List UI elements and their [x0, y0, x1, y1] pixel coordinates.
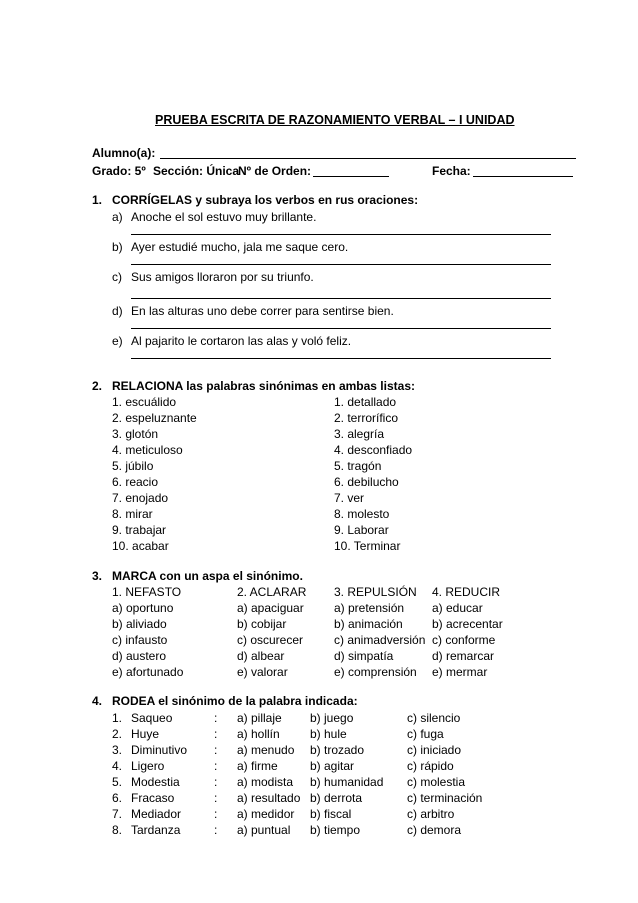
- right-word: 2. terrorífico: [334, 411, 399, 425]
- section1-item-letter: b): [112, 240, 123, 254]
- option[interactable]: c) oscurecer: [237, 633, 304, 647]
- option[interactable]: a) resultado: [237, 791, 301, 805]
- left-word: 10. acabar: [112, 539, 169, 553]
- row-word: Huye: [131, 727, 160, 741]
- option[interactable]: b) derrota: [310, 791, 363, 805]
- colon: :: [214, 743, 218, 757]
- option[interactable]: c) demora: [407, 823, 462, 837]
- option[interactable]: b) aliviado: [112, 617, 167, 631]
- option[interactable]: c) molestia: [407, 775, 466, 789]
- question-word: 3. REPULSIÓN: [334, 585, 417, 599]
- option[interactable]: a) oportuno: [112, 601, 174, 615]
- option[interactable]: e) afortunado: [112, 665, 184, 679]
- left-word: 7. enojado: [112, 491, 169, 505]
- answer-line[interactable]: [131, 298, 551, 299]
- orden-line[interactable]: [313, 176, 389, 177]
- option[interactable]: a) apaciguar: [237, 601, 304, 615]
- left-word: 5. júbilo: [112, 459, 154, 473]
- option[interactable]: a) firme: [237, 759, 278, 773]
- section4-heading: RODEA el sinónimo de la palabra indicada:: [112, 694, 358, 708]
- option[interactable]: b) animación: [334, 617, 403, 631]
- left-word: 3. glotón: [112, 427, 159, 441]
- section1-item-text: Ayer estudié mucho, jala me saque cero.: [131, 240, 349, 254]
- row-word: Ligero: [131, 759, 165, 773]
- page-title: PRUEBA ESCRITA DE RAZONAMIENTO VERBAL – I UNIDAD: [155, 113, 515, 127]
- option[interactable]: c) arbitro: [407, 807, 455, 821]
- right-word: 3. alegría: [334, 427, 385, 441]
- orden-label: Nº de Orden:: [238, 164, 312, 178]
- row-word: Mediador: [131, 807, 182, 821]
- colon: :: [214, 727, 218, 741]
- right-word: 4. desconfiado: [334, 443, 413, 457]
- option[interactable]: b) fiscal: [310, 807, 352, 821]
- colon: :: [214, 775, 218, 789]
- row-number: 1.: [112, 711, 123, 725]
- row-number: 5.: [112, 775, 123, 789]
- option[interactable]: c) conforme: [432, 633, 496, 647]
- section2-heading: RELACIONA las palabras sinónimas en ambas listas:: [112, 379, 415, 393]
- section4-number: 4.: [92, 694, 103, 708]
- option[interactable]: b) humanidad: [310, 775, 384, 789]
- option[interactable]: b) hule: [310, 727, 347, 741]
- section1-item-letter: c): [112, 270, 122, 284]
- option[interactable]: a) pillaje: [237, 711, 282, 725]
- fecha-line[interactable]: [473, 176, 573, 177]
- left-word: 9. trabajar: [112, 523, 167, 537]
- section1-heading: CORRÍGELAS y subraya los verbos en rus oraciones:: [112, 193, 419, 207]
- row-number: 6.: [112, 791, 123, 805]
- section3-number: 3.: [92, 569, 103, 583]
- right-word: 1. detallado: [334, 395, 397, 409]
- row-number: 4.: [112, 759, 123, 773]
- alumno-label: Alumno(a):: [92, 146, 156, 160]
- section1-item-letter: a): [112, 210, 123, 224]
- right-word: 6. debilucho: [334, 475, 399, 489]
- colon: :: [214, 823, 218, 837]
- option[interactable]: c) infausto: [112, 633, 168, 647]
- question-word: 2. ACLARAR: [237, 585, 307, 599]
- answer-line[interactable]: [131, 358, 551, 359]
- question-word: 1. NEFASTO: [112, 585, 182, 599]
- left-word: 8. mirar: [112, 507, 153, 521]
- option[interactable]: b) agitar: [310, 759, 355, 773]
- option[interactable]: d) albear: [237, 649, 285, 663]
- option[interactable]: e) valorar: [237, 665, 288, 679]
- alumno-line[interactable]: [160, 158, 576, 159]
- option[interactable]: c) fuga: [407, 727, 444, 741]
- colon: :: [214, 807, 218, 821]
- option[interactable]: a) pretensión: [334, 601, 405, 615]
- option[interactable]: b) acrecentar: [432, 617, 503, 631]
- left-word: 4. meticuloso: [112, 443, 183, 457]
- seccion-label: Sección: Única: [153, 164, 240, 178]
- section2-number: 2.: [92, 379, 103, 393]
- section3-heading: MARCA con un aspa el sinónimo.: [112, 569, 303, 583]
- right-word: 7. ver: [334, 491, 365, 505]
- option[interactable]: a) menudo: [237, 743, 295, 757]
- option[interactable]: a) medidor: [237, 807, 295, 821]
- right-word: 5. tragón: [334, 459, 382, 473]
- section1-item-text: Anoche el sol estuvo muy brillante.: [131, 210, 317, 224]
- option[interactable]: a) modista: [237, 775, 294, 789]
- row-word: Diminutivo: [131, 743, 188, 757]
- section1-item-letter: d): [112, 304, 123, 318]
- option[interactable]: a) hollín: [237, 727, 280, 741]
- option[interactable]: e) mermar: [432, 665, 488, 679]
- option[interactable]: b) trozado: [310, 743, 365, 757]
- row-number: 7.: [112, 807, 123, 821]
- row-word: Fracaso: [131, 791, 175, 805]
- right-word: 8. molesto: [334, 507, 390, 521]
- row-word: Saqueo: [131, 711, 173, 725]
- colon: :: [214, 759, 218, 773]
- section1-item-text: Sus amigos lloraron por su triunfo.: [131, 270, 314, 284]
- option[interactable]: b) tiempo: [310, 823, 361, 837]
- row-number: 3.: [112, 743, 123, 757]
- answer-line[interactable]: [131, 328, 551, 329]
- section1-item-text: Al pajarito le cortaron las alas y voló feliz.: [131, 334, 352, 348]
- row-word: Modestia: [131, 775, 180, 789]
- option[interactable]: b) cobijar: [237, 617, 287, 631]
- left-word: 1. escuálido: [112, 395, 177, 409]
- right-word: 10. Terminar: [334, 539, 401, 553]
- option[interactable]: a) puntual: [237, 823, 291, 837]
- option[interactable]: c) terminación: [407, 791, 483, 805]
- answer-line[interactable]: [131, 264, 551, 265]
- fecha-label: Fecha:: [432, 164, 471, 178]
- left-word: 2. espeluznante: [112, 411, 197, 425]
- row-word: Tardanza: [131, 823, 181, 837]
- option[interactable]: c) animadversión: [334, 633, 426, 647]
- answer-line[interactable]: [131, 234, 551, 235]
- colon: :: [214, 711, 218, 725]
- option[interactable]: c) iniciado: [407, 743, 462, 757]
- option[interactable]: d) austero: [112, 649, 167, 663]
- option[interactable]: c) silencio: [407, 711, 461, 725]
- option[interactable]: b) juego: [310, 711, 354, 725]
- option[interactable]: e) comprensión: [334, 665, 417, 679]
- section1-number: 1.: [92, 193, 103, 207]
- colon: :: [214, 791, 218, 805]
- section1-item-letter: e): [112, 334, 123, 348]
- option[interactable]: d) simpatía: [334, 649, 394, 663]
- option[interactable]: c) rápido: [407, 759, 454, 773]
- option[interactable]: a) educar: [432, 601, 483, 615]
- right-word: 9. Laborar: [334, 523, 389, 537]
- option[interactable]: d) remarcar: [432, 649, 495, 663]
- left-word: 6. reacio: [112, 475, 159, 489]
- grado-label: Grado: 5º: [92, 164, 146, 178]
- question-word: 4. REDUCIR: [432, 585, 501, 599]
- row-number: 2.: [112, 727, 123, 741]
- row-number: 8.: [112, 823, 123, 837]
- section1-item-text: En las alturas uno debe correr para sentirse bien.: [131, 304, 394, 318]
